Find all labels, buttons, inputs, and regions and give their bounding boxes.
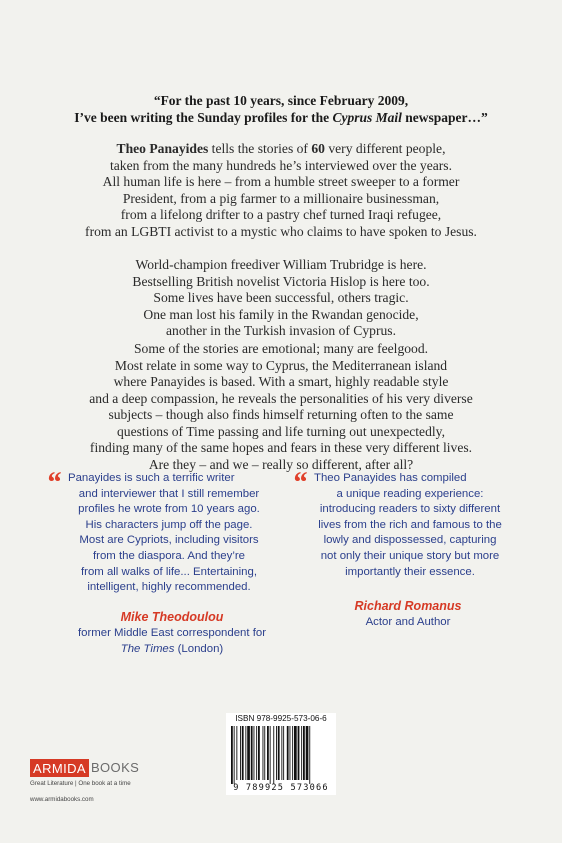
review-2-attribution <box>300 598 516 631</box>
barcode-bar <box>306 726 309 780</box>
headline-line-1: “For the past 10 years, since February 2009, <box>153 93 409 108</box>
isbn-barcode <box>226 713 336 795</box>
publisher-tagline: Great Literature | One book at a time <box>30 780 131 787</box>
publisher-logo <box>30 759 139 777</box>
barcode-bar <box>234 726 235 784</box>
reviewer-2-name: Richard Romanus <box>354 599 462 613</box>
blurb-p3-line: Are they – and we – really so different, after all? <box>148 456 414 472</box>
publisher-website: www.armidabooks.com <box>30 796 94 803</box>
blurb-p2-line: One man lost his family in the Rwandan genocide, <box>143 306 419 322</box>
blurb-p1-end: very different people, <box>324 141 446 156</box>
headline-line-2 <box>0 109 562 126</box>
barcode-bar <box>287 726 289 780</box>
barcode-bar <box>242 726 244 780</box>
blurb-paragraph-1 <box>20 141 542 240</box>
headline-magazine: Cyprus Mail <box>332 110 402 125</box>
review-1-line: profiles he wrote from 10 years ago. <box>78 503 260 516</box>
blurb-p3-line: subjects – though also finds himself returning often to the same <box>108 407 454 422</box>
review-1-line: Most are Cypriots, including visitors <box>79 534 259 547</box>
reviewer-2-role: Actor and Author <box>365 616 451 628</box>
reviewer-1-role: former Middle East correspondent for <box>77 627 267 639</box>
barcode-bar <box>247 726 250 780</box>
story-count: 60 <box>311 141 325 156</box>
blurb-p3-line: finding many of the same hopes and fears in these very different lives. <box>89 440 473 455</box>
barcode-digits: 9 789925 573066 <box>233 783 329 793</box>
review-1-line: from the diaspora. And they’re <box>93 549 245 562</box>
blurb-p3-line: Some of the stories are emotional; many are feelgood. <box>133 341 429 356</box>
barcode-bar <box>236 726 237 780</box>
blurb-p1-line: President, from a pig farmer to a millionaire businessman, <box>122 190 440 206</box>
review-2-line: not only their unique story but more <box>320 549 500 562</box>
barcode-bar <box>245 726 246 780</box>
barcode-bar <box>270 726 271 784</box>
barcode-bar <box>283 726 284 780</box>
review-quote-1 <box>46 466 284 596</box>
review-2-line: lowly and dispossessed, capturing <box>323 534 497 547</box>
review-2-line: lives from the rich and famous to the <box>318 518 502 531</box>
review-2-line: introducing readers to sixty different <box>319 503 501 516</box>
quote-mark-icon: “ <box>292 466 307 499</box>
blurb-p1-line: from a lifelong drifter to a pastry chef turned Iraqi refugee, <box>120 207 442 222</box>
barcode-bar <box>309 726 310 784</box>
blurb-p2-line: World-champion freediver William Trubridge is here. <box>135 257 427 272</box>
barcode-bar <box>263 726 264 780</box>
barcode-bar <box>256 726 257 780</box>
review-quote-2 <box>292 466 520 580</box>
author-name: Theo Panayides <box>116 141 209 156</box>
blurb-paragraph-2 <box>20 257 542 340</box>
review-1-line: Panayides is such a terrific writer <box>68 472 235 484</box>
review-2-line: Theo Panayides has compiled <box>314 472 467 484</box>
barcode-bars <box>226 724 336 784</box>
barcode-bar <box>240 726 241 780</box>
barcode-bar <box>294 726 297 780</box>
quote-mark-icon: “ <box>46 466 61 499</box>
reviewer-1-name: Mike Theodoulou <box>120 610 224 624</box>
blurb-p3-line: questions of Time passing and life turning out unexpectedly, <box>117 423 445 439</box>
barcode-bar <box>276 726 277 780</box>
review-1-line: and interviewer that I still remember <box>78 487 260 500</box>
publication-name: The Times <box>120 642 175 655</box>
barcode-bar <box>254 726 255 780</box>
review-1-attribution <box>54 609 290 657</box>
blurb-paragraph-3 <box>20 341 542 473</box>
logo-armida: ARMIDA <box>30 759 89 777</box>
publication-location: (London) <box>174 642 224 655</box>
barcode-bar <box>267 726 269 780</box>
barcode-bar <box>258 726 260 780</box>
blurb-p3-line: and a deep compassion, he reveals the personalities of his very diverse <box>89 390 473 406</box>
barcode-bar <box>231 726 233 784</box>
barcode-bar <box>278 726 280 780</box>
barcode-bar <box>251 726 253 780</box>
blurb-p2-line: Some lives have been successful, others tragic. <box>153 290 409 305</box>
blurb-p1-line: taken from the many hundreds he’s interviewed over the years. <box>110 157 452 173</box>
review-2-line: a unique reading experience: <box>336 487 484 500</box>
reviewer-1-publication <box>54 642 290 658</box>
barcode-bar <box>273 726 274 784</box>
barcode-bar <box>301 726 302 780</box>
barcode-bar <box>281 726 282 780</box>
blurb-p3-line: Most relate in some way to Cyprus, the Mediterranean island <box>114 357 448 373</box>
blurb-p2-line: Bestselling British novelist Victoria Hislop is here too. <box>132 273 430 289</box>
review-1-line: His characters jump off the page. <box>85 518 253 531</box>
headline-line-2-prefix: I’ve been writing the Sunday profiles for the <box>74 110 333 125</box>
review-2-line: importantly their essence. <box>345 565 475 578</box>
blurb-p3-line: where Panayides is based. With a smart, highly readable style <box>113 374 449 389</box>
barcode-bar <box>264 726 265 780</box>
blurb-p1-line-0 <box>20 141 542 158</box>
logo-books: BOOKS <box>90 760 140 775</box>
headline-quote <box>0 92 562 126</box>
headline-line-2-suffix: newspaper…” <box>401 110 488 125</box>
blurb-p2-line: another in the Turkish invasion of Cyprus. <box>166 323 396 338</box>
blurb-p1-line: from an LGBTI activist to a mystic who claims to have spoken to Jesus. <box>85 223 477 239</box>
isbn-label: ISBN 978-9925-573-06-6 <box>235 714 327 723</box>
blurb-p1-line: All human life is here – from a humble street sweeper to a former <box>102 174 460 189</box>
barcode-bar <box>290 726 291 780</box>
blurb-p1-mid: tells the stories of <box>208 141 312 156</box>
barcode-bar <box>303 726 305 780</box>
barcode-bar <box>292 726 293 780</box>
review-1-line: intelligent, highly recommended. <box>87 581 251 594</box>
review-1-line: from all walks of life... Entertaining, <box>81 565 257 578</box>
barcode-bar <box>298 726 300 780</box>
